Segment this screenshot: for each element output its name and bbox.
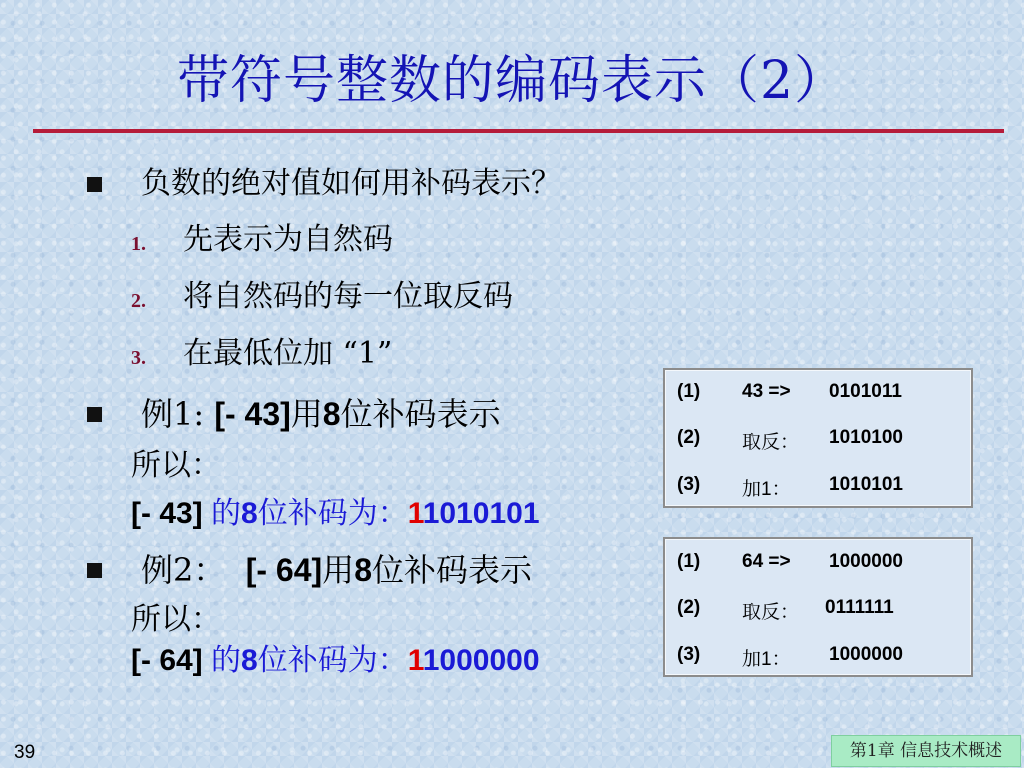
calc-label: 取反：	[742, 602, 800, 623]
example2-so: 所以：	[131, 602, 221, 637]
step-text: 先表示为自然码	[183, 222, 393, 257]
example1-n: 8	[322, 396, 341, 432]
example2-use: 用	[322, 551, 355, 589]
example2-line	[141, 550, 532, 590]
calc-value: 1010100	[829, 427, 903, 448]
calc-label: 加1：	[742, 649, 791, 670]
calc-step: (1)	[677, 551, 701, 572]
step-number: 3.	[131, 347, 146, 369]
example2-n: 8	[354, 552, 372, 588]
example1-result-sign-bit: 1	[407, 497, 424, 530]
bullet-square	[87, 563, 102, 578]
calc-step: (3)	[677, 644, 701, 665]
example1-result-n: 8	[241, 497, 258, 530]
example1-use: 用	[290, 395, 323, 433]
calc-step: (1)	[677, 381, 701, 402]
title-underline	[33, 129, 1004, 133]
calc-value: 1010101	[829, 474, 903, 495]
calc-value: 0101011	[829, 381, 902, 402]
calc-box-43	[663, 368, 973, 508]
example2-prefix: 例2：	[141, 551, 246, 589]
example2-result-expr: [- 64]	[131, 644, 212, 677]
calc-value: 1000000	[829, 551, 903, 572]
calc-label: 43 =>	[742, 381, 791, 402]
calc-step: (2)	[677, 427, 701, 448]
example2-result-de: 的	[211, 643, 242, 678]
slide-title: 带符号整数的编码表示（2）	[176, 51, 848, 111]
example2-result-bits: 1000000	[423, 644, 540, 677]
calc-value: 1000000	[829, 644, 903, 665]
example1-result	[131, 494, 540, 534]
calc-label: 加1：	[742, 479, 791, 500]
calc-label: 取反：	[742, 432, 800, 453]
calc-label: 64 =>	[742, 551, 791, 572]
calc-box-64	[663, 537, 973, 677]
calc-value: 0111111	[825, 597, 894, 618]
step-number: 1.	[131, 233, 146, 255]
example1-result-bits: 1010101	[423, 497, 540, 530]
calc-step: (3)	[677, 474, 701, 495]
example1-suffix: 位补码表示	[340, 395, 501, 433]
example1-result-expr: [- 43]	[131, 497, 212, 530]
page-number: 39	[14, 742, 36, 763]
example1-result-de: 的	[211, 496, 242, 531]
bullet-question: 负数的绝对值如何用补码表示？	[141, 166, 561, 201]
example2-expr: [- 64]	[245, 552, 323, 588]
bullet-square	[87, 407, 102, 422]
example1-line	[141, 394, 501, 434]
example2-suffix: 位补码表示	[371, 551, 532, 589]
bullet-square	[87, 177, 102, 192]
step-text: 在最低位加 “1”	[183, 336, 393, 371]
example1-prefix: 例1:	[141, 395, 215, 433]
step-text: 将自然码的每一位取反码	[183, 279, 513, 314]
example2-result	[131, 641, 540, 681]
calc-step: (2)	[677, 597, 701, 618]
example2-result-sign-bit: 1	[407, 644, 424, 677]
example2-result-mid: 位补码为：	[257, 643, 408, 678]
example1-result-mid: 位补码为：	[257, 496, 408, 531]
footer-chapter-label: 第1章 信息技术概述	[831, 735, 1021, 767]
step-number: 2.	[131, 290, 146, 312]
example1-expr: [- 43]	[214, 396, 291, 432]
example1-so: 所以：	[131, 448, 221, 483]
example2-result-n: 8	[241, 644, 258, 677]
